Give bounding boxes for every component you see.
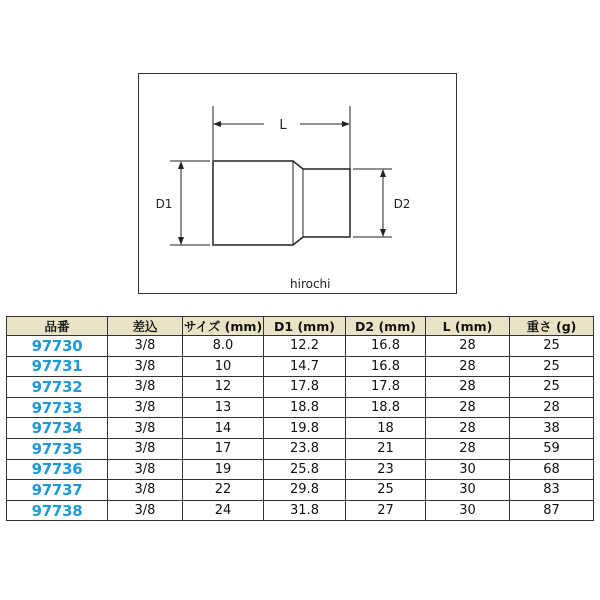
d1-label: D1 — [155, 197, 173, 211]
cell-d2: 21 — [346, 438, 426, 459]
cell-d2: 23 — [346, 459, 426, 480]
cell-part-number: 97738 — [7, 500, 108, 521]
l-arrow-left — [213, 121, 221, 127]
cell-length: 28 — [426, 377, 510, 398]
header-weight: 重さ (g) — [510, 317, 594, 336]
table-row — [7, 356, 594, 377]
cell-d1: 17.8 — [264, 377, 346, 398]
cell-drive: 3/8 — [108, 397, 183, 418]
cell-size: 19 — [183, 459, 264, 480]
cell-d1: 25.8 — [264, 459, 346, 480]
cell-weight: 25 — [510, 356, 594, 377]
cell-length: 28 — [426, 397, 510, 418]
cell-drive: 3/8 — [108, 336, 183, 357]
cell-part-number: 97737 — [7, 480, 108, 501]
header-length: L (mm) — [426, 317, 510, 336]
table-row — [7, 480, 594, 501]
spec-table-body — [7, 336, 594, 521]
cell-weight: 25 — [510, 377, 594, 398]
cell-part-number: 97732 — [7, 377, 108, 398]
cell-d1: 23.8 — [264, 438, 346, 459]
header-d2: D2 (mm) — [346, 317, 426, 336]
spec-table — [6, 316, 594, 521]
cell-size: 10 — [183, 356, 264, 377]
d2-arrow-bottom — [380, 229, 386, 237]
cell-weight: 68 — [510, 459, 594, 480]
watermark-text: hirochi — [290, 277, 331, 291]
cell-d2: 27 — [346, 500, 426, 521]
cell-part-number: 97736 — [7, 459, 108, 480]
table-row — [7, 418, 594, 439]
header-d1: D1 (mm) — [264, 317, 346, 336]
table-row — [7, 438, 594, 459]
cell-d1: 18.8 — [264, 397, 346, 418]
cell-size: 13 — [183, 397, 264, 418]
cell-length: 30 — [426, 500, 510, 521]
cell-d1: 29.8 — [264, 480, 346, 501]
table-row — [7, 336, 594, 357]
cell-size: 24 — [183, 500, 264, 521]
cell-drive: 3/8 — [108, 356, 183, 377]
cell-part-number: 97730 — [7, 336, 108, 357]
d2-arrow-top — [380, 169, 386, 177]
cell-part-number: 97733 — [7, 397, 108, 418]
table-row — [7, 500, 594, 521]
cell-drive: 3/8 — [108, 459, 183, 480]
cell-weight: 25 — [510, 336, 594, 357]
d2-label: D2 — [393, 197, 411, 211]
cell-d2: 17.8 — [346, 377, 426, 398]
cell-d2: 16.8 — [346, 356, 426, 377]
cell-weight: 83 — [510, 480, 594, 501]
cell-length: 30 — [426, 459, 510, 480]
cell-length: 28 — [426, 336, 510, 357]
cell-drive: 3/8 — [108, 418, 183, 439]
cell-drive: 3/8 — [108, 377, 183, 398]
cell-size: 17 — [183, 438, 264, 459]
cell-size: 12 — [183, 377, 264, 398]
cell-d2: 25 — [346, 480, 426, 501]
l-arrow-right — [342, 121, 350, 127]
cell-d1: 14.7 — [264, 356, 346, 377]
cell-length: 28 — [426, 418, 510, 439]
d1-arrow-bottom — [178, 237, 184, 245]
cell-length: 28 — [426, 356, 510, 377]
cell-weight: 59 — [510, 438, 594, 459]
cell-d1: 19.8 — [264, 418, 346, 439]
cell-weight: 87 — [510, 500, 594, 521]
cell-d2: 16.8 — [346, 336, 426, 357]
cell-size: 8.0 — [183, 336, 264, 357]
cell-drive: 3/8 — [108, 500, 183, 521]
l-label: L — [279, 118, 287, 133]
cell-d2: 18 — [346, 418, 426, 439]
cell-part-number: 97735 — [7, 438, 108, 459]
cell-length: 28 — [426, 438, 510, 459]
cell-weight: 28 — [510, 397, 594, 418]
cell-drive: 3/8 — [108, 480, 183, 501]
table-row — [7, 459, 594, 480]
header-drive: 差込 — [108, 317, 183, 336]
socket-outline — [213, 161, 350, 245]
spec-table-header — [7, 317, 594, 336]
cell-drive: 3/8 — [108, 438, 183, 459]
cell-weight: 38 — [510, 418, 594, 439]
cell-d1: 31.8 — [264, 500, 346, 521]
header-size: サイズ (mm) — [183, 317, 264, 336]
cell-size: 14 — [183, 418, 264, 439]
table-row — [7, 397, 594, 418]
cell-part-number: 97734 — [7, 418, 108, 439]
header-part-number: 品番 — [7, 317, 108, 336]
cell-d2: 18.8 — [346, 397, 426, 418]
table-row — [7, 377, 594, 398]
cell-part-number: 97731 — [7, 356, 108, 377]
cell-length: 30 — [426, 480, 510, 501]
d1-arrow-top — [178, 161, 184, 169]
cell-d1: 12.2 — [264, 336, 346, 357]
cell-size: 22 — [183, 480, 264, 501]
